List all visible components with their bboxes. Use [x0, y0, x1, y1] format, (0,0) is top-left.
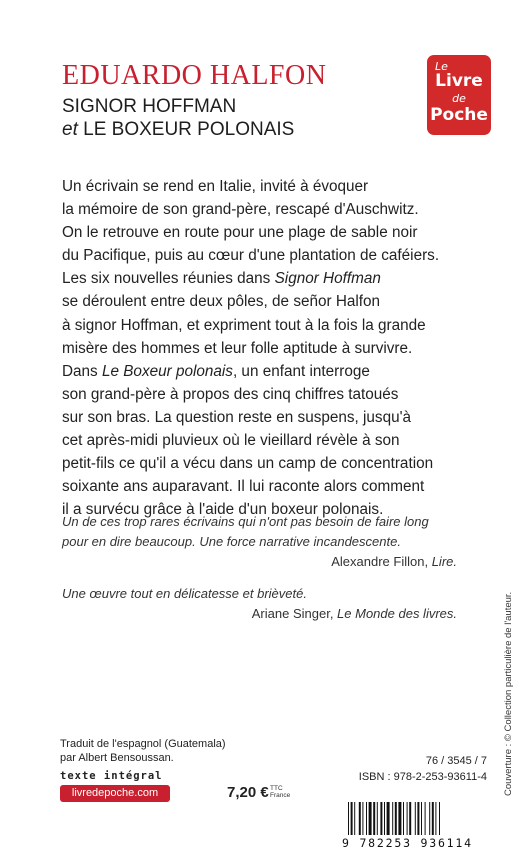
blurb-line: la mémoire de son grand-père, rescapé d'Auschwitz.: [62, 201, 419, 219]
blurb-line: sur son bras. La question reste en suspens, jusqu'à: [62, 408, 412, 426]
logo-poche: Poche: [430, 105, 488, 125]
quote-1-line-2: pour en dire beaucoup. Une force narrative incandescente.: [62, 534, 401, 549]
catalog-reference: 76 / 3545 / 7: [425, 755, 487, 767]
blurb-line: à signor Hoffman, et expriment tout à la fois la grande: [62, 316, 426, 334]
blurb-line: soixante ans auparavant. Il lui raconte alors comment: [62, 478, 425, 496]
translation-credit-2: par Albert Bensoussan.: [60, 752, 174, 764]
barcode-digits: 9 782253 936114: [342, 836, 473, 850]
blurb-line: il a survécu grâce à l'aide d'un boxeur polonais.: [62, 501, 384, 519]
back-cover-blurb: [62, 175, 482, 521]
blurb-text: , un enfant interroge: [232, 362, 370, 380]
blurb-book-title: Le Boxeur polonais: [101, 362, 233, 380]
integral-text-label: texte intégral: [60, 770, 163, 782]
logo-le: Le: [435, 60, 448, 73]
quote-source: Le Monde des livres.: [337, 606, 457, 621]
blurb-text: Dans: [62, 362, 102, 380]
blurb-text: Les six nouvelles réunies dans: [62, 270, 275, 288]
title-line-2: [62, 119, 294, 141]
title-conjunction: et: [62, 119, 78, 140]
title-line-1: SIGNOR HOFFMAN: [62, 96, 237, 117]
barcode-icon: [348, 802, 488, 835]
title-line-2-text: LE BOXEUR POLONAIS: [77, 119, 295, 140]
quote-2-line-1: Une œuvre tout en délicatesse et brièveté.: [62, 586, 307, 601]
quote-author: Ariane Singer,: [251, 606, 338, 621]
quote-author: Alexandre Fillon,: [331, 554, 432, 569]
blurb-line: du Pacifique, puis au cœur d'une plantation de caféiers.: [62, 247, 440, 265]
blurb-line: [62, 267, 482, 290]
price-country: France: [270, 792, 291, 799]
price-ttc: TTC: [270, 785, 283, 792]
cover-credit-vertical: Couverture : © Collection particulière de l'auteur.: [503, 591, 514, 796]
quote-1-attribution: [331, 552, 457, 572]
publisher-logo: [427, 55, 491, 135]
isbn: ISBN : 978-2-253-93611-4: [358, 771, 487, 783]
blurb-line: Un écrivain se rend en Italie, invité à évoquer: [62, 178, 369, 195]
translation-credit-1: Traduit de l'espagnol (Guatemala): [60, 738, 226, 750]
quote-1-line-1: Un de ces trop rares écrivains qui n'ont pas besoin de faire long: [62, 514, 429, 529]
blurb-line: [62, 360, 482, 383]
blurb-line: petit-fils ce qu'il a vécu dans un camp de concentration: [62, 455, 434, 473]
blurb-line: On le retrouve en route pour une plage de sable noir: [62, 224, 418, 242]
logo-de: de: [452, 92, 466, 105]
quote-2-attribution: [252, 604, 457, 624]
author-name: EDUARDO HALFON: [62, 60, 327, 91]
blurb-line: se déroulent entre deux pôles, de señor Halfon: [62, 293, 381, 311]
blurb-line: son grand-père à propos des cinq chiffres tatoués: [62, 385, 399, 403]
quote-source: Lire.: [431, 554, 457, 569]
price-tax-note: [270, 785, 290, 799]
logo-livre: Livre: [435, 71, 483, 91]
blurb-line: misère des hommes et leur folle aptitude à survivre.: [62, 339, 413, 357]
price: 7,20 €: [227, 784, 269, 801]
blurb-book-title: Signor Hoffman: [274, 270, 381, 288]
blurb-line: cet après-midi pluvieux où le vieillard révèle à son: [62, 432, 400, 450]
website-badge: livredepoche.com: [60, 785, 170, 802]
